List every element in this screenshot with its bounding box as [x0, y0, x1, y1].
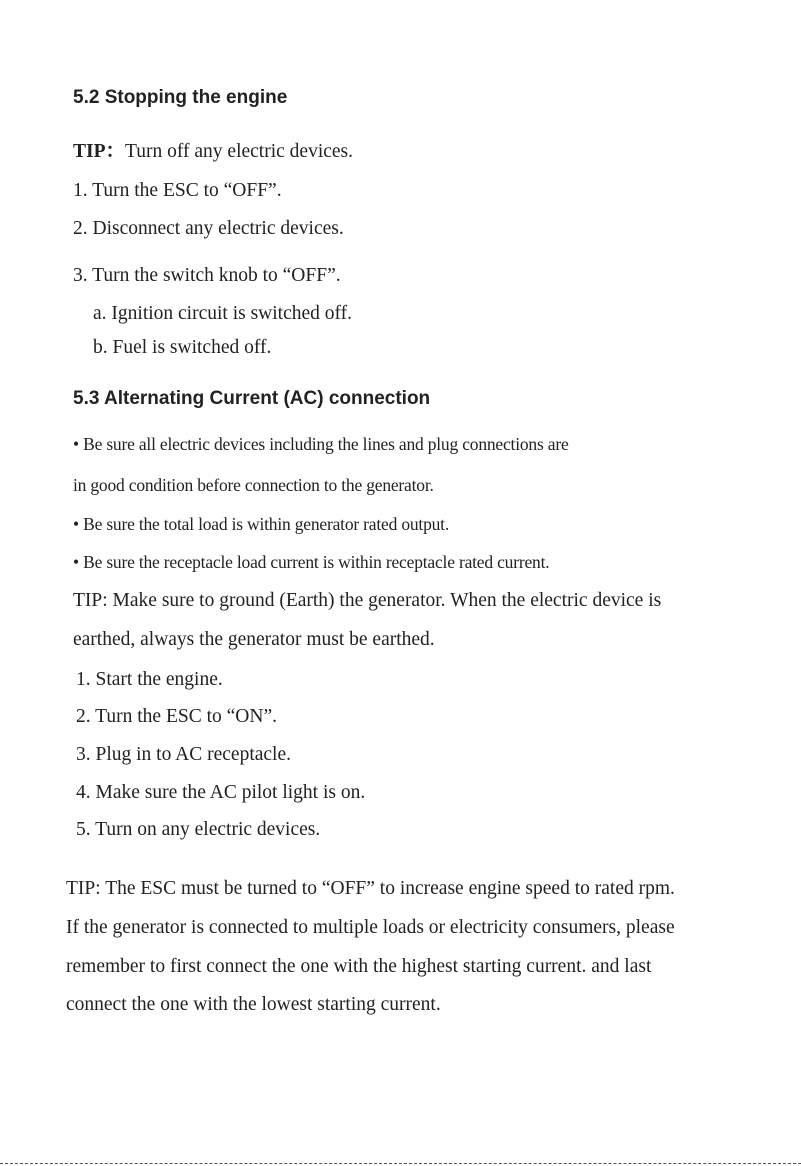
bullet-line-3: • Be sure the receptacle load current is within receptacle rated current. — [73, 552, 550, 572]
step-5-3-1: 1. Start the engine. — [76, 669, 223, 690]
tip-label: TIP — [73, 141, 106, 162]
tip-ground-line-2: earthed, always the generator must be earthed. — [73, 629, 435, 650]
substep-5-2-3b: b. Fuel is switched off. — [93, 337, 272, 358]
final-tip-line-1: TIP: The ESC must be turned to “OFF” to increase engine speed to rated rpm. — [66, 878, 675, 899]
substep-5-2-3a: a. Ignition circuit is switched off. — [93, 303, 353, 324]
section-heading-5-2: 5.2 Stopping the engine — [73, 87, 288, 108]
bullet-line-2: • Be sure the total load is within generator rated output. — [73, 514, 450, 534]
tip-text: Turn off any electric devices. — [125, 141, 354, 162]
step-5-3-3: 3. Plug in to AC receptacle. — [76, 744, 291, 765]
final-tip-line-3: remember to first connect the one with the highest starting current. and last — [66, 956, 652, 977]
step-5-3-5: 5. Turn on any electric devices. — [76, 819, 321, 840]
step-5-3-4: 4. Make sure the AC pilot light is on. — [76, 782, 366, 803]
final-tip-line-4: connect the one with the lowest starting current. — [66, 994, 441, 1015]
bullet-line-1: • Be sure all electric devices including the lines and plug connections are — [73, 434, 569, 454]
tip-ground-line-1: TIP: Make sure to ground (Earth) the generator. When the electric device is — [73, 590, 662, 611]
step-5-2-3: 3. Turn the switch knob to “OFF”. — [73, 265, 341, 286]
page-bottom-rule — [0, 1163, 801, 1164]
bullet-line-1-cont: in good condition before connection to the generator. — [73, 475, 434, 495]
step-5-3-2: 2. Turn the ESC to “ON”. — [76, 706, 277, 727]
tip-separator: ： — [105, 141, 126, 162]
section-heading-5-3: 5.3 Alternating Current (AC) connection — [73, 388, 431, 409]
final-tip-line-2: If the generator is connected to multiple loads or electricity consumers, please — [66, 917, 675, 938]
step-5-2-1: 1. Turn the ESC to “OFF”. — [73, 180, 282, 201]
step-5-2-2: 2. Disconnect any electric devices. — [73, 218, 344, 239]
tip-line-5-2 — [73, 135, 353, 163]
